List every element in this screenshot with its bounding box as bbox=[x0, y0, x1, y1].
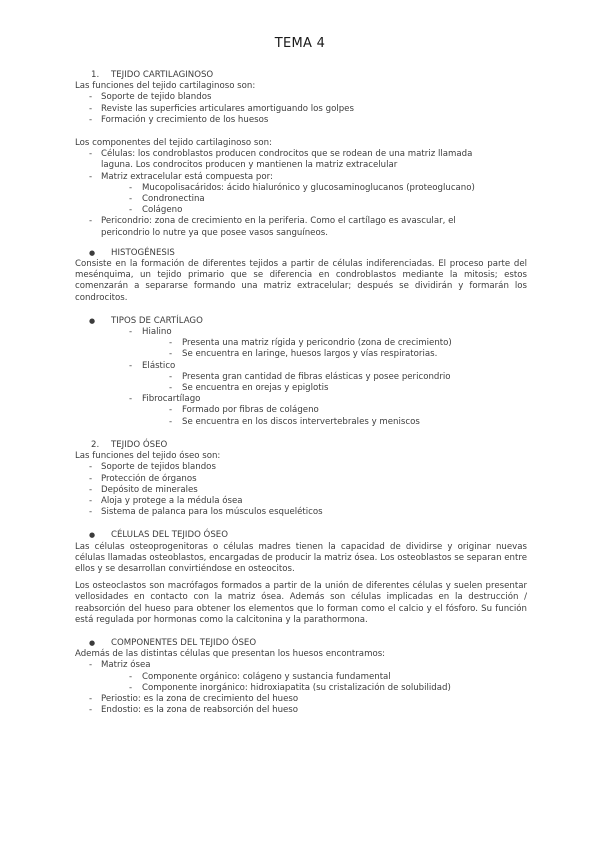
bone-cells-paragraph-2: Los osteoclastos son macrófagos formados a partir de la unión de diferentes células y suelen presentar vellosidades en contacto con la matriz ósea. Además son células implicadas en la destrucción / reabsorción del hueso para obtener los elementos que lo forman como el calcio y el fósforo. Su función está regulada por hormonas como la calcitonina y la parathormona. bbox=[75, 581, 527, 625]
sub-list-item: - Colágeno bbox=[129, 205, 183, 216]
page-title: TEMA 4 bbox=[274, 36, 326, 51]
list-item: - Endostio: es la zona de reabsorción del hueso bbox=[89, 705, 299, 716]
sub-list-item: - Presenta una matriz rígida y pericondrio (zona de crecimiento) bbox=[169, 338, 452, 349]
list-item: - Sistema de palanca para los músculos esqueléticos bbox=[89, 507, 323, 518]
section-number: 2. bbox=[91, 439, 100, 450]
sub-list-item: - Componente inorgánico: hidroxiapatita (su cristalización de solubilidad) bbox=[129, 682, 451, 693]
functions-intro: Las funciones del tejido cartilaginoso son: bbox=[75, 81, 256, 92]
list-item: - Aloja y protege a la médula ósea bbox=[89, 495, 243, 506]
sub-list-item: - Se encuentra en orejas y epiglotis bbox=[169, 383, 329, 394]
list-item: - Elástico bbox=[129, 360, 176, 371]
list-item: - Células: los condroblastos producen condrocitos que se rodean de una matriz llamada bbox=[89, 149, 473, 160]
document-body bbox=[75, 70, 527, 716]
sub-list-item: - Se encuentra en laringe, huesos largos y vías respiratorias. bbox=[169, 349, 438, 360]
section-heading-histogenesis: ● HISTOGÉNESIS bbox=[89, 247, 175, 258]
sub-list-item: - Presenta gran cantidad de fibras elásticas y posee pericondrio bbox=[169, 371, 451, 382]
list-item: - Depósito de minerales bbox=[89, 484, 198, 495]
bone-cells-paragraph-1: Las células osteoprogenitoras o células madres tienen la capacidad de dividirse y originar nuevas células llamadas osteoblastos, encargadas de producir la matriz ósea. Los osteoblastos se separan entre ellos y se desarrollan convirtiéndose en osteocitos. bbox=[75, 541, 527, 574]
list-item-continuation: pericondrio lo nutre ya que posee vasos sanguíneos. bbox=[101, 227, 328, 238]
sub-list-item: - Mucopolisacáridos: ácido hialurónico y glucosaminoglucanos (proteoglucano) bbox=[129, 182, 475, 193]
components-intro: Además de las distintas células que presentan los huesos encontramos: bbox=[75, 649, 386, 660]
sub-list-item: - Componente orgánico: colágeno y sustancia fundamental bbox=[129, 671, 391, 682]
list-item: - Reviste las superficies articulares amortiguando los golpes bbox=[89, 103, 354, 114]
components-intro: Los componentes del tejido cartilaginoso son: bbox=[75, 138, 272, 149]
list-item: - Matriz extracelular está compuesta por: bbox=[89, 171, 273, 182]
sub-list-item: - Formado por fibras de colágeno bbox=[169, 405, 319, 416]
section-number: 1. bbox=[91, 70, 100, 80]
list-item: - Pericondrio: zona de crecimiento en la periferia. Como el cartílago es avascular, el bbox=[89, 216, 456, 227]
functions-intro: Las funciones del tejido óseo son: bbox=[75, 451, 221, 462]
section-heading-bone: 2. TEJIDO ÓSEO bbox=[91, 439, 168, 450]
list-item: - Hialino bbox=[129, 327, 172, 338]
section-heading-bone-components: ● COMPONENTES DEL TEJIDO ÓSEO bbox=[89, 637, 257, 648]
section-heading-cartilage: 1. TEJIDO CARTILAGINOSO bbox=[91, 70, 214, 80]
section-heading-cartilage-types: ● TIPOS DE CARTÍLAGO bbox=[89, 315, 203, 326]
list-item: - Formación y crecimiento de los huesos bbox=[89, 114, 269, 125]
list-item: - Fibrocartílago bbox=[129, 394, 201, 405]
section-heading-bone-cells: ● CÉLULAS DEL TEJIDO ÓSEO bbox=[89, 530, 228, 541]
list-item: - Soporte de tejidos blandos bbox=[89, 462, 216, 473]
list-item: - Soporte de tejido blandos bbox=[89, 92, 212, 103]
list-item-continuation: laguna. Los condrocitos producen y mantienen la matriz extracelular bbox=[101, 160, 398, 171]
list-item: - Matriz ósea bbox=[89, 660, 151, 671]
sub-list-item: - Se encuentra en los discos intervertebrales y meniscos bbox=[169, 416, 420, 427]
list-item: - Protección de órganos bbox=[89, 473, 197, 484]
sub-list-item: - Condronectina bbox=[129, 194, 205, 205]
histogenesis-paragraph: Consiste en la formación de diferentes tejidos a partir de células indiferenciadas. El proceso parte del mesénquima, un tejido primario que se diferencia en condroblastos mediante la mitosis; estos comenzarán a separarse formando una matriz extracelular; después se dividirán y formarán los condrocitos. bbox=[75, 259, 527, 303]
list-item: - Periostio: es la zona de crecimiento del hueso bbox=[89, 693, 299, 704]
